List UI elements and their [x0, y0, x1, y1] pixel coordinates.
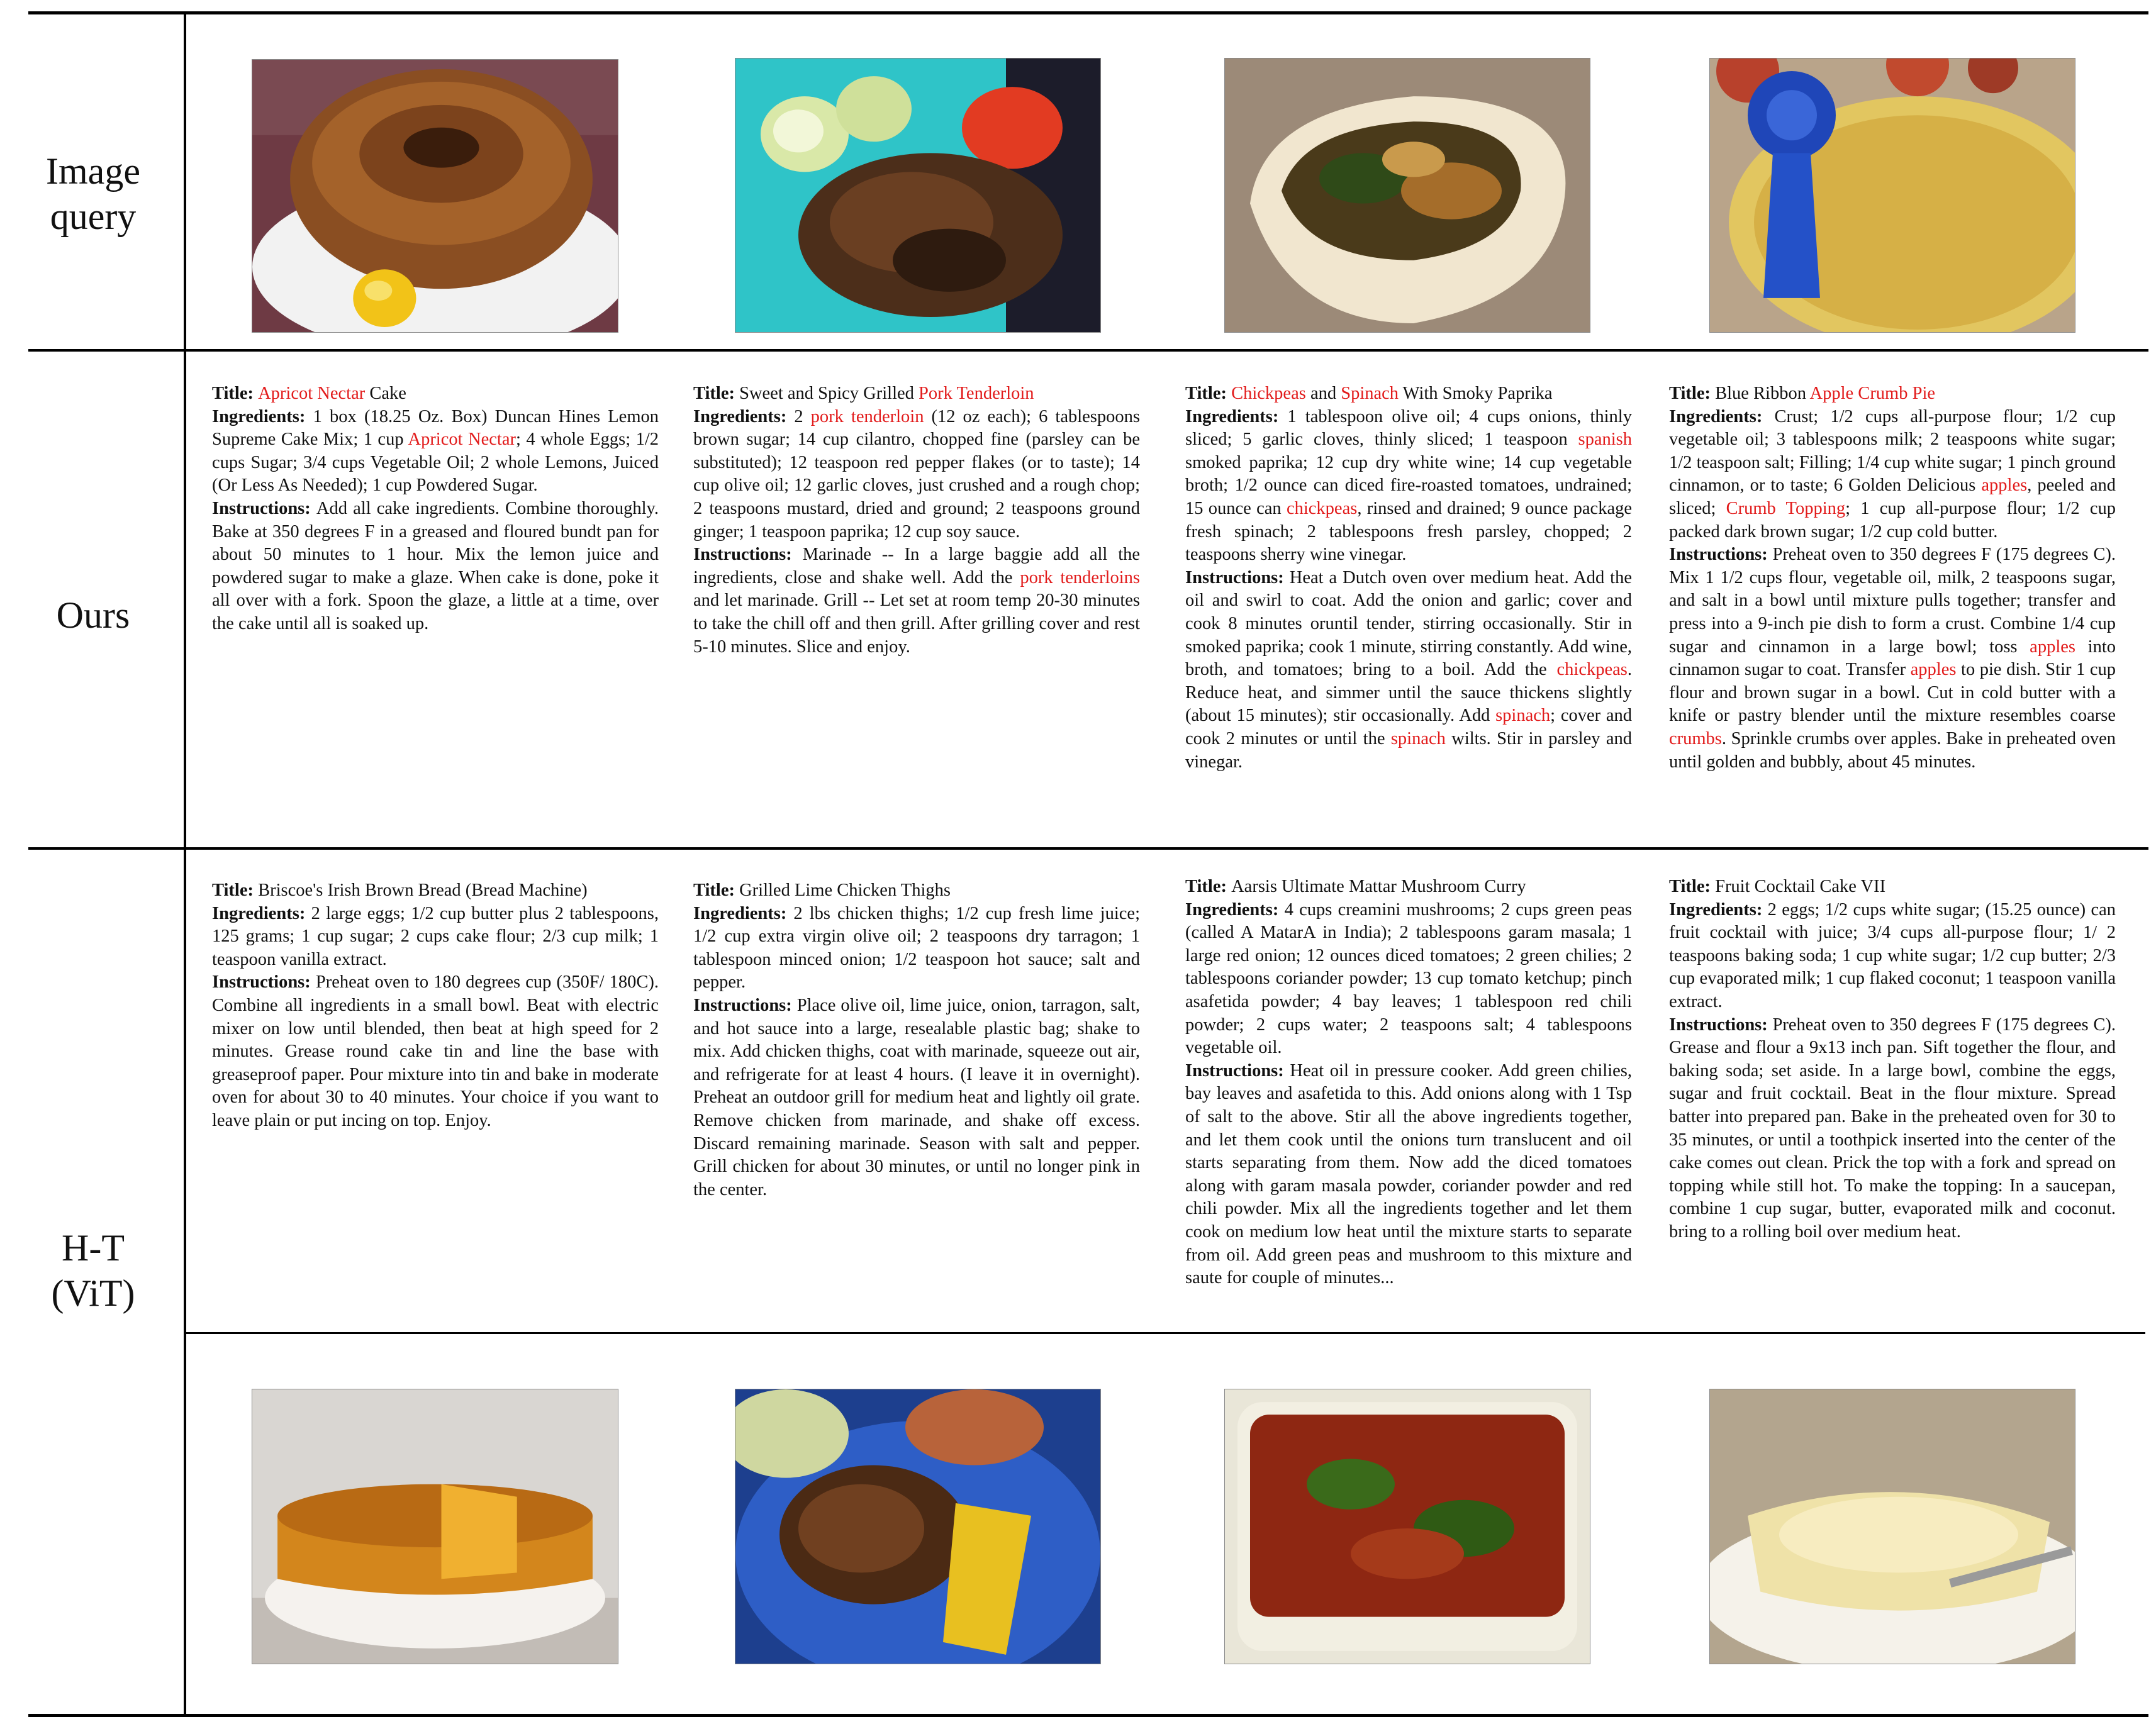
rule-after-ours	[28, 847, 2148, 850]
highlighted-term: Pork Tenderloin	[919, 384, 1034, 403]
recipe-ingredients	[1669, 899, 2116, 1014]
recipe-title	[693, 879, 1140, 903]
recipe-instructions	[212, 498, 659, 636]
field-label: Instructions:	[212, 498, 316, 518]
brown-bread-cake-photo	[252, 1389, 618, 1664]
recipe-title	[1669, 876, 2116, 899]
field-label: Ingredients:	[1669, 899, 1768, 920]
text-segment: Aarsis Ultimate Mattar Mushroom Curry	[1231, 877, 1526, 896]
recipe-title	[1185, 382, 1632, 406]
highlighted-term: Apple Crumb Pie	[1809, 384, 1936, 403]
recipe-instructions	[693, 543, 1140, 659]
highlighted-term: Spinach	[1341, 384, 1399, 403]
recipe-ingredients	[212, 406, 659, 498]
row-label-line: Image	[46, 150, 140, 192]
highlighted-term: apples	[2030, 637, 2075, 657]
ours-recipe-4	[1669, 382, 2116, 774]
highlighted-term: spinach	[1390, 728, 1446, 748]
ours-recipe-1	[212, 382, 659, 636]
recipe-instructions	[693, 994, 1140, 1201]
field-label: Instructions:	[693, 995, 797, 1015]
highlighted-term: crumbs	[1669, 728, 1722, 748]
field-label: Title:	[693, 881, 740, 900]
text-segment: 4 cups creamini mushrooms; 2 cups green peas (called A MatarA in India); 2 tablespoons garam masala; 1 large red onion; 12 ounces diced tomatoes; 2 green chilies; 2 tablespoons coriander powder; 13 cup tomato ketchup; pinch asafetida powder; 4 bay leaves; 1 tablespoon red chili powder; 2 cups water; 2 teaspoons salt; 4 tablespoons vegetable oil.	[1185, 899, 1632, 1058]
row-label-line: query	[50, 196, 137, 237]
field-label: Instructions:	[1669, 1015, 1773, 1035]
grilled-chicken-corn-photo	[735, 1389, 1101, 1664]
text-segment: Heat a Dutch oven over medium heat. Add the oil and swirl to coat. Add the onion and garlic; cover and cook 8 minutes oruntil tender, stirring occasionally. Stir in smoked paprika; cook 1 minute, stirring constantly. Add wine, broth, and tomatoes; bring to a boil. Add the	[1185, 567, 1633, 680]
highlighted-term: spinach	[1495, 706, 1551, 726]
field-label: Instructions:	[212, 972, 316, 993]
field-label: Instructions:	[1185, 1060, 1290, 1081]
highlighted-term: chickpeas	[1286, 498, 1358, 518]
field-label: Ingredients:	[1185, 406, 1288, 426]
field-label: Ingredients:	[212, 903, 311, 923]
table-top-rule	[28, 11, 2148, 14]
text-segment: , peeled and sliced;	[1669, 475, 2116, 518]
recipe-ingredients	[1185, 406, 1632, 567]
text-segment: Fruit Cocktail Cake VII	[1715, 877, 1886, 896]
text-segment: 2 lbs chicken thighs; 1/2 cup fresh lime juice; 1/2 cup extra virgin olive oil; 2 teaspoons dry tarragon; 1 tablespoon minced onion; 1/2 teaspoon hot sauce; salt and pepper.	[693, 903, 1140, 993]
ours-recipe-3	[1185, 382, 1632, 774]
text-segment: Marinade -- In a large baggie add all the ingredients, close and shake well. Add the	[693, 545, 1141, 587]
field-label: Ingredients:	[212, 406, 313, 426]
text-segment: 1 box (18.25 Oz. Box) Duncan Hines Lemon Supreme Cake Mix; 1 cup	[212, 406, 659, 450]
grilled-pork-photo	[735, 58, 1101, 333]
text-segment: With Smoky Paprika	[1399, 384, 1553, 403]
highlighted-term: spanish	[1578, 430, 1632, 450]
mushroom-curry-photo	[1224, 1389, 1590, 1664]
text-segment: Cake	[365, 384, 406, 403]
text-segment: . Sprinkle crumbs over apples. Bake in preheated oven until golden and bubbly, about 45 minutes.	[1669, 728, 2116, 772]
field-label: Title:	[1669, 877, 1716, 896]
recipe-title	[1669, 382, 2116, 406]
row-label-line: Ours	[56, 594, 130, 636]
ht-recipe-3	[1185, 876, 1632, 1290]
chickpea-naan-photo	[1224, 58, 1590, 333]
ours-recipe-2	[693, 382, 1140, 659]
recipe-instructions	[1669, 543, 2116, 774]
text-segment: ; 1 cup all-purpose flour; 1/2 cup packed dark brown sugar; 1/2 cup cold butter.	[1669, 498, 2116, 542]
text-segment: ; cover and cook 2 minutes or until the	[1185, 706, 1633, 748]
text-segment: 1 tablespoon olive oil; 4 cups onions, thinly sliced; 5 garlic cloves, thinly sliced; 1 teaspoon	[1185, 406, 1632, 450]
text-segment: Preheat oven to 350 degrees F (175 degrees C). Grease and flour a 9x13 inch pan. Sift together the flour, and baking soda; set aside. In a large bowl, combine the eggs, sugar and fruit cocktail. Beat in the flour mixture. Spread batter into prepared pan. Bake in the preheated oven for 30 to 35 minutes, or until a toothpick inserted into the center of the cake comes out clean. Prick the top with a fork and spread on topping while still hot. To make the topping: In a saucepan, combine 1 cup sugar, butter, evaporated milk and coconut. bring to a rolling boil over medium heat.	[1669, 1015, 2116, 1242]
row-label-image-query	[0, 148, 186, 239]
row-label-ht	[0, 1225, 186, 1316]
recipe-instructions	[1669, 1014, 2116, 1244]
highlighted-term: Chickpeas	[1231, 384, 1306, 403]
highlighted-term: Crumb Topping	[1726, 498, 1846, 518]
recipe-title	[212, 382, 659, 406]
field-label: Instructions:	[1185, 567, 1290, 587]
bundt-cake-photo	[252, 59, 618, 333]
field-label: Instructions:	[693, 545, 803, 565]
text-segment: and let marinade. Grill -- Let set at room temp 20-30 minutes to take the chill off and then grill. After grilling cover and rest 5-10 minutes. Slice and enjoy.	[693, 591, 1140, 657]
blue-ribbon-crumb-pie-photo	[1709, 58, 2075, 333]
fruit-cocktail-cake-photo	[1709, 1389, 2075, 1664]
field-label: Ingredients:	[1185, 899, 1285, 920]
field-label: Instructions:	[1669, 545, 1773, 565]
field-label: Ingredients:	[693, 406, 795, 426]
recipe-instructions	[1185, 1060, 1632, 1290]
text-segment: into cinnamon sugar to coat. Transfer	[1669, 637, 2116, 680]
field-label: Title:	[1185, 877, 1232, 896]
recipe-ingredients	[693, 903, 1140, 994]
text-segment: 2 large eggs; 1/2 cup butter plus 2 tablespoons, 125 grams; 1 cup sugar; 2 cups cake flour; 2/3 cup milk; 1 teaspoon vanilla extract.	[212, 903, 659, 969]
text-segment: wilts. Stir in parsley and vinegar.	[1185, 728, 1632, 772]
recipe-title	[693, 382, 1140, 406]
recipe-instructions	[212, 971, 659, 1132]
row-label-line: H-T	[62, 1227, 125, 1269]
highlighted-term: pork tenderloin	[810, 406, 924, 426]
recipe-ingredients	[1669, 406, 2116, 544]
text-segment: 2	[794, 406, 811, 426]
text-segment: Grilled Lime Chicken Thighs	[739, 881, 951, 900]
row-label-ours	[0, 592, 186, 638]
field-label: Ingredients:	[1669, 406, 1775, 426]
recipe-ingredients	[212, 903, 659, 972]
highlighted-term: apples	[1981, 475, 2028, 496]
highlighted-term: pork tenderloins	[1020, 567, 1140, 587]
text-segment: to pie dish. Stir 1 cup flour and brown sugar in a bowl. Cut in cold butter with a knife or pastry blender until the mixture resembles coarse	[1669, 660, 2116, 726]
text-segment: Briscoe's Irish Brown Bread (Bread Machine)	[258, 881, 588, 900]
highlighted-term: Apricot Nectar	[408, 430, 516, 450]
text-segment: , rinsed and drained; 9 ounce package fresh spinach; 2 tablespoons fresh parsley, chopped; 2 teaspoons sherry wine vinegar.	[1185, 498, 1632, 565]
text-segment: and	[1305, 384, 1341, 403]
text-segment: Blue Ribbon	[1715, 384, 1810, 403]
field-label: Title:	[693, 384, 740, 403]
recipe-title	[1185, 876, 1632, 899]
recipe-instructions	[1185, 567, 1632, 774]
highlighted-term: apples	[1910, 660, 1957, 680]
ht-recipe-1	[212, 879, 659, 1133]
text-segment: Preheat oven to 350 degrees F (175 degrees C). Mix 1 1/2 cups flour, vegetable oil, milk, 2 teaspoons sugar, and salt in a bowl until mixture pulls together; transfer and press into a 9-inch pie dish to form a crust. Combine 1/4 cup sugar and cinnamon in a large bowl; toss	[1669, 545, 2116, 657]
field-label: Title:	[212, 881, 259, 900]
rule-before-retrieved-images	[186, 1332, 2145, 1334]
text-segment: ; 4 whole Eggs; 1/2 cups Sugar; 3/4 cups Vegetable Oil; 2 whole Lemons, Juiced (Or Less As Needed); 1 cup Powdered Sugar.	[212, 430, 659, 496]
field-label: Ingredients:	[693, 903, 794, 923]
row-label-line: (ViT)	[51, 1272, 135, 1314]
ht-recipe-4	[1669, 876, 2116, 1244]
text-segment: (12 oz each); 6 tablespoons brown sugar; 14 cup cilantro, chopped fine (parsley can be substituted); 12 teaspoon red pepper flakes (or to taste); 14 cup olive oil; 12 garlic cloves, just crushed and a rough chop; 2 teaspoons mustard, dried and ground; 2 teaspoons ground ginger; 1 teaspoon paprika; 12 cup soy sauce.	[693, 406, 1140, 542]
text-segment: Crust; 1/2 cups all-purpose flour; 1/2 cup vegetable oil; 3 tablespoons milk; 2 teaspoons white sugar; 1/2 teaspoon salt; Filling; 1/4 cup white sugar; 1 pinch ground cinnamon, or to taste; 6 Golden Delicious	[1669, 406, 2116, 496]
text-segment: Heat oil in pressure cooker. Add green chilies, bay leaves and asafetida to this. Add onions along with 1 Tsp of salt to the above. Stir all the above ingredients together, and let them cook until the onions turn translucent and oil starts separating from them. Now add the diced tomatoes along with garam masala powder, coriander powder and red chili powder. Mix all the ingredients together and let them cook on medium low heat until the mixture starts to separate from oil. Add green peas and mushroom to this mixture and saute for couple of minutes...	[1185, 1060, 1633, 1288]
rule-after-image-query	[28, 349, 2148, 352]
highlighted-term: chickpeas	[1556, 660, 1628, 680]
field-label: Title:	[1185, 384, 1232, 403]
text-segment: Preheat oven to 180 degrees cup (350F/ 180C). Combine all ingredients in a small bowl. Beat with electric mixer on low until blended, then beat at high speed for 2 minutes. Grease round cake tin and line the base with greaseproof paper. Pour mixture into tin and bake in moderate oven for about 30 to 40 minutes. Your choice if you want to leave plain or put incing on top. Enjoy.	[212, 972, 659, 1130]
table-bottom-rule	[28, 1714, 2148, 1717]
text-segment: . Reduce heat, and simmer until the sauce thickens slightly (about 15 minutes); stir occasionally. Add	[1185, 660, 1632, 726]
label-column-divider	[184, 11, 186, 1717]
text-segment: Place olive oil, lime juice, onion, tarragon, salt, and hot sauce into a large, resealable plastic bag; shake to mix. Add chicken thighs, coat with marinade, squeeze out air, and refrigerate for at least 4 hours. (I leave it in overnight). Preheat an outdoor grill for medium heat and lightly oil grate. Remove chicken from marinade, and shake off excess. Discard remaining marinade. Season with salt and pepper. Grill chicken for about 30 minutes, or until no longer pink in the center.	[693, 995, 1140, 1199]
ht-recipe-2	[693, 879, 1140, 1201]
field-label: Title:	[1669, 384, 1716, 403]
highlighted-term: Apricot Nectar	[258, 384, 366, 403]
recipe-ingredients	[693, 406, 1140, 544]
text-segment: 2 eggs; 1/2 cups white sugar; (15.25 ounce) can fruit cocktail with juice; 3/4 cups all-purpose flour; 1/ 2 teaspoons baking soda; 1 cup white sugar; 1/2 cup butter; 2/3 cup evaporated milk; 1 cup flaked coconut; 1 teaspoon vanilla extract.	[1669, 899, 2116, 1011]
field-label: Title:	[212, 384, 259, 403]
text-segment: smoked paprika; 12 cup dry white wine; 14 cup vegetable broth; 1/2 ounce can diced fire-roasted tomatoes, undrained; 15 ounce can	[1185, 452, 1632, 518]
text-segment: Sweet and Spicy Grilled	[739, 384, 919, 403]
text-segment: Add all cake ingredients. Combine thoroughly. Bake at 350 degrees F in a greased and floured bundt pan for about 50 minutes to 1 hour. Mix the lemon juice and powdered sugar to make a glaze. When cake is done, poke it all over with a fork. Spoon the glaze, a little at a time, over the cake until all is soaked up.	[212, 498, 659, 633]
recipe-ingredients	[1185, 899, 1632, 1060]
recipe-title	[212, 879, 659, 903]
